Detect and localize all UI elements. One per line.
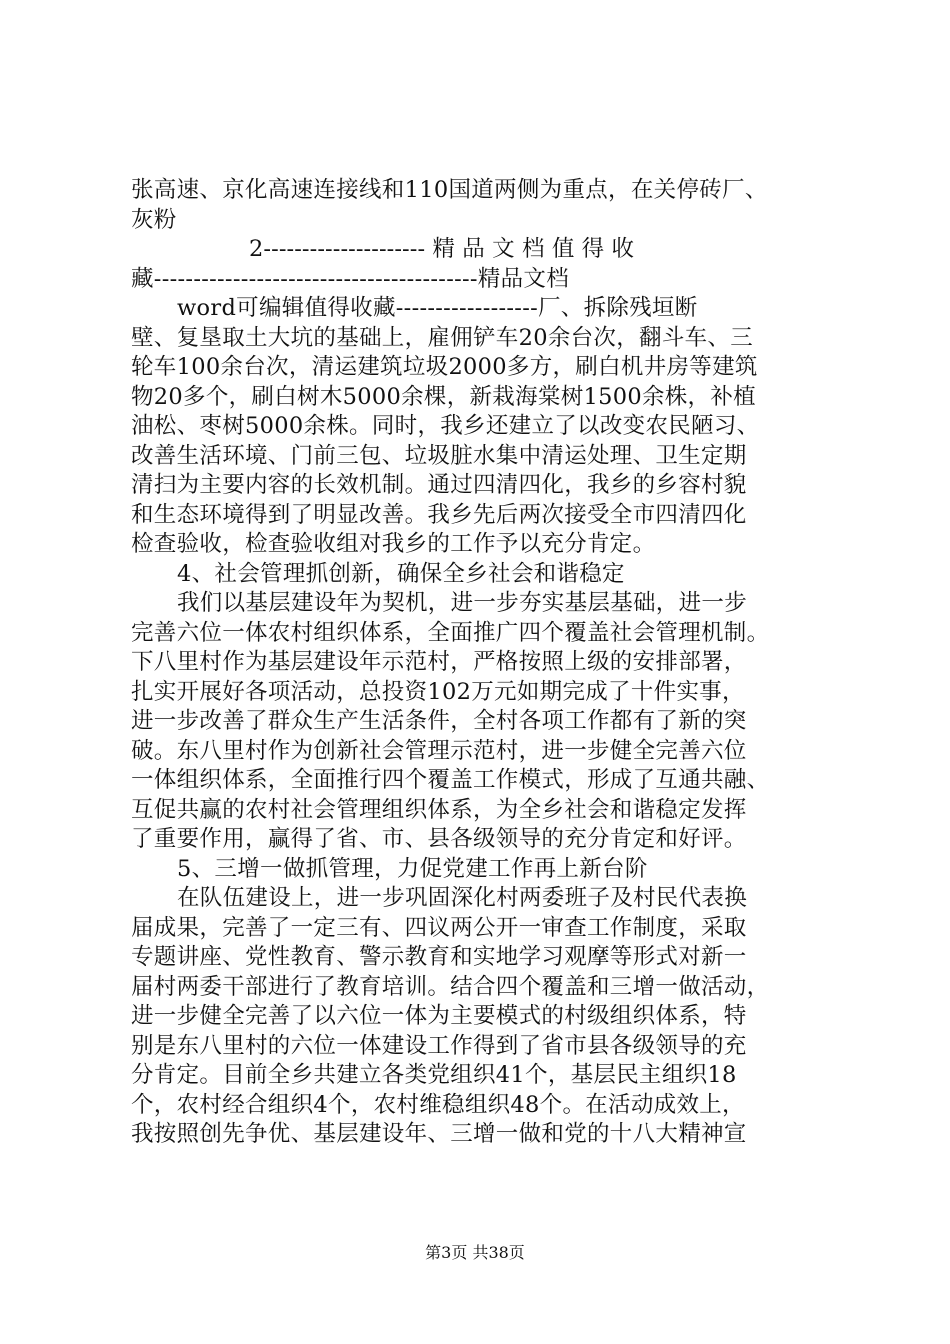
body-line: 了重要作用，赢得了省、市、县各级领导的充分肯定和好评。 [131,826,747,852]
separator-line: 藏-----------------------------------------精品文档 [131,265,570,292]
body-line: 届成果，完善了一定三有、四议两公开一审查工作制度，采取 [131,914,747,941]
body-line: 检查验收，检查验收组对我乡的工作予以充分肯定。 [131,531,656,557]
body-line: 互促共赢的农村社会管理组织体系，为全乡社会和谐稳定发挥 [131,796,747,823]
body-line: 扎实开展好各项活动，总投资102万元如期完成了十件实事， [131,678,745,705]
body-line: 物20多个，刷白树木5000余棵，新栽海棠树1500余株，补植 [131,383,756,410]
body-line: 一体组织体系，全面推行四个覆盖工作模式，形成了互通共融、 [131,767,770,793]
body-line: 进一步改善了群众生产生活条件，全村各项工作都有了新的突 [131,708,747,734]
page-number: 第3页 共38页 [425,1243,525,1262]
body-line: 届村两委干部进行了教育培训。结合四个覆盖和三增一做活动， [131,973,770,1000]
body-line: 油松、枣树5000余株。同时，我乡还建立了以改变农民陋习、 [131,413,760,439]
body-line: 灰粉 [131,206,177,233]
body-line: 张高速、京化高速连接线和110国道两侧为重点，在关停砖厂、 [131,177,768,203]
body-line: 清扫为主要内容的长效机制。通过四清四化，我乡的乡容村貌 [131,472,747,498]
body-line: 下八里村作为基层建设年示范村，严格按照上级的安排部署， [131,649,747,675]
body-line: 完善六位一体农村组织体系，全面推广四个覆盖社会管理机制。 [131,619,770,646]
body-line: 专题讲座、党性教育、警示教育和实地学习观摩等形式对新一 [131,944,747,970]
body-line: 破。东八里村作为创新社会管理示范村，进一步健全完善六位 [131,737,747,764]
separator-text: 2--------------------- 精 品 文 档 值 得 收 [249,236,635,262]
body-line: 改善生活环境、门前三包、垃圾脏水集中清运处理、卫生定期 [131,442,747,469]
body-line: 个，农村经合组织4个，农村维稳组织48个。在活动成效上， [131,1091,745,1118]
body-line: 别是东八里村的六位一体建设工作得到了省市县各级领导的充 [131,1032,747,1059]
page-footer [0,1243,950,1263]
body-line: word可编辑值得收藏------------------厂、拆除残垣断 [177,295,698,321]
body-line: 分肯定。目前全乡共建立各类党组织41个，基层民主组织18 [131,1062,737,1088]
document-body [131,176,831,1150]
body-line: 我们以基层建设年为契机，进一步夯实基层基础，进一步 [177,590,748,616]
body-line: 和生态环境得到了明显改善。我乡先后两次接受全市四清四化 [131,501,747,528]
separator-line [131,235,831,265]
section-heading: 5、三增一做抓管理，力促党建工作再上新台阶 [177,855,648,882]
body-line: 轮车100余台次，清运建筑垃圾2000多方，刷白机井房等建筑 [131,354,758,380]
body-line: 在队伍建设上，进一步巩固深化村两委班子及村民代表换 [177,885,748,911]
body-line: 我按照创先争优、基层建设年、三增一做和党的十八大精神宣 [131,1121,747,1147]
section-heading: 4、社会管理抓创新，确保全乡社会和谐稳定 [177,560,625,587]
body-line: 进一步健全完善了以六位一体为主要模式的村级组织体系，特 [131,1003,747,1029]
body-line: 壁、复垦取土大坑的基础上，雇佣铲车20余台次，翻斗车、三 [131,324,754,351]
